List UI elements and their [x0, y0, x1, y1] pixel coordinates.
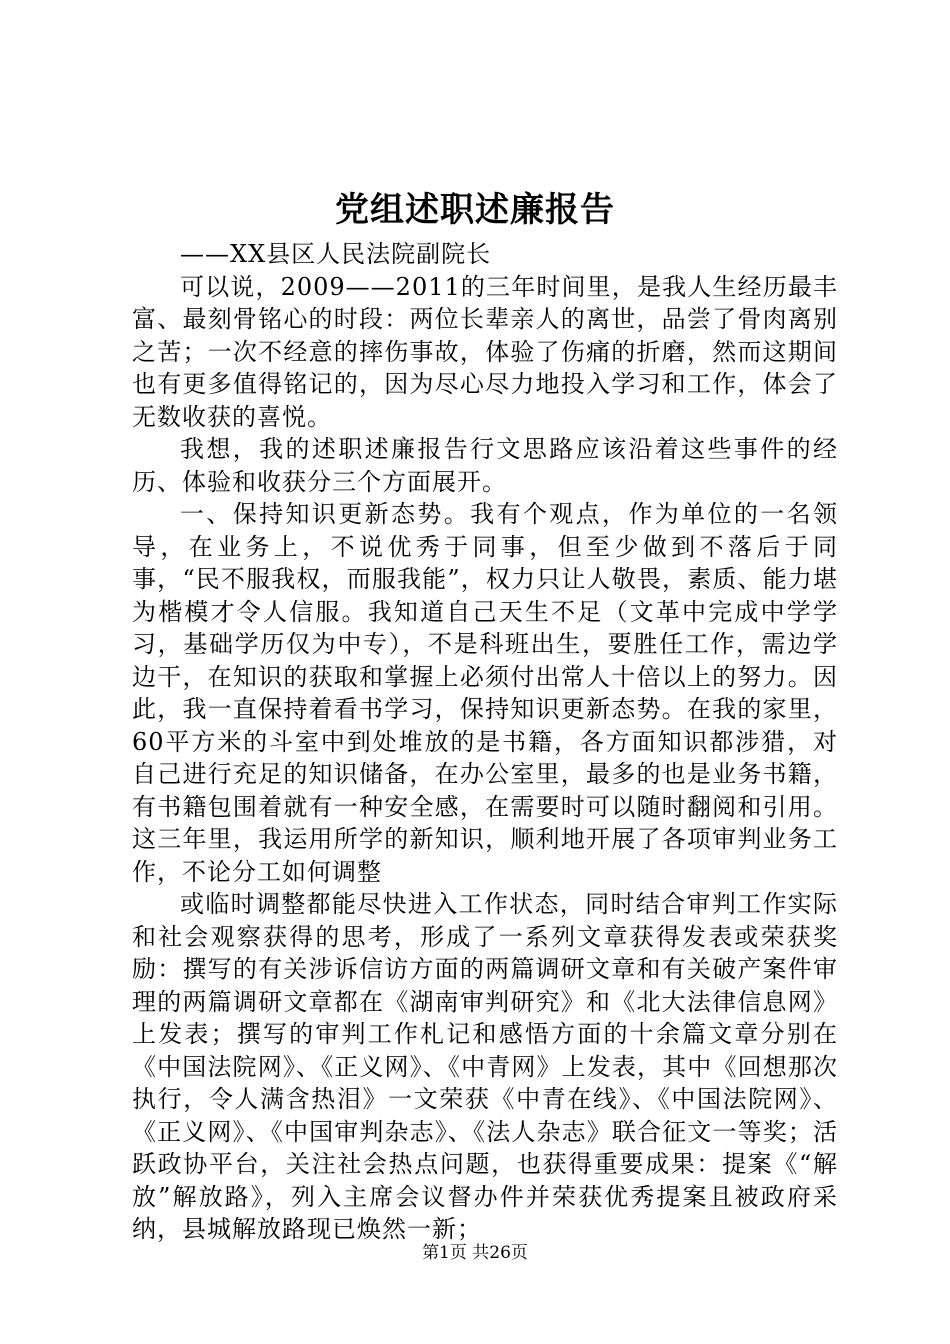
paragraph-intro: 可以说，2009——2011的三年时间里，是我人生经历最丰富、最刻骨铭心的时段：两位长辈亲人的离世，品尝了骨肉离别之苦；一次不经意的摔伤事故，体验了伤痛的折磨，然而这期间也有更多值得铭记的，因为尽心尽力地投入学习和工作，体会了无数收获的喜悦。 [132, 272, 838, 431]
paragraph-section-one: 一、保持知识更新态势。我有个观点，作为单位的一名领导，在业务上，不说优秀于同事，但至少做到不落后于同事，“民不服我权，而服我能”，权力只让人敬畏，素质、能力堪为楷模才令人信服。我知道自己天生不足（文革中完成中学学习，基础学历仅为中专），不是科班出生，要胜任工作，需边学边干，在知识的获取和掌握上必须付出常人十倍以上的努力。因此，我一直保持着看书学习，保持知识更新态势。在我的家里，60平方米的斗室中到处堆放的是书籍，各方面知识都涉猎，对自己进行充足的知识储备，在办公室里，最多的也是业务书籍，有书籍包围着就有一种安全感，在需要时可以随时翻阅和引用。这三年里，我运用所学的新知识，顺利地开展了各项审判业务工作，不论分工如何调整 [132, 500, 838, 886]
paragraph-outline: 我想，我的述职述廉报告行文思路应该沿着这些事件的经历、体验和收获分三个方面展开。 [132, 435, 838, 496]
paragraph-section-one-continued: 或临时调整都能尽快进入工作状态，同时结合审判工作实际和社会观察获得的思考，形成了一系列文章获得发表或荣获奖励：撰写的有关涉诉信访方面的两篇调研文章和有关破产案件审理的两篇调研文章都在《湖南审判研究》和《北大法律信息网》上发表；撰写的审判工作札记和感悟方面的十余篇文章分别在《中国法院网》、《正义网》、《中青网》上发表，其中《回想那次执行，令人满含热泪》一文荣获《中青在线》、《中国法院网》、《正义网》、《中国审判杂志》、《法人杂志》联合征文一等奖；活跃政协平台，关注社会热点问题，也获得重要成果：提案《“解放”解放路》，列入主席会议督办件并荣获优秀提案且被政府采纳，县城解放路现已焕然一新； [132, 890, 838, 1243]
document-subtitle: ——XX县区人民法院副院长 [180, 240, 492, 268]
document-title: 党组述职述廉报告 [335, 190, 615, 230]
document-body [132, 238, 838, 1246]
page-footer: 第1页 共26页 [422, 1243, 528, 1263]
